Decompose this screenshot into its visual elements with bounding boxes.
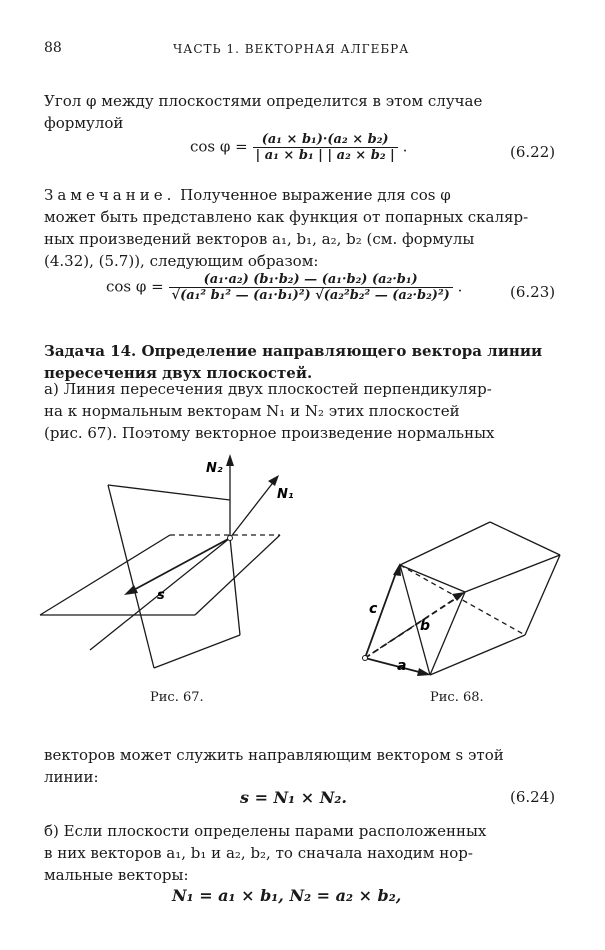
label-n2: N₂ [206,461,223,476]
text-line: на к нормальным векторам N₁ и N₂ этих плоскостей [44,402,460,420]
eq-lhs: cos φ = [106,277,164,296]
arrowhead [268,475,279,486]
equation-number: (6.24) [510,788,556,806]
fraction-numerator: (a₁ × b₁)·(a₂ × b₂) [253,132,398,148]
text-line: б) Если плоскости определены парами расположенных [44,822,487,840]
equation-6-23 [106,272,462,303]
page-number: 88 [44,40,62,56]
label-n1: N₁ [277,487,294,502]
label-b: b [420,618,431,634]
plane-edge [195,535,280,615]
intro-paragraph [44,90,560,134]
eq-lhs: cos φ = [190,137,248,156]
running-header: ЧАСТЬ 1. ВЕКТОРНАЯ АЛГЕБРА [173,42,410,56]
intersection-point [228,536,233,541]
label-a: a [397,658,407,674]
arrowhead [226,454,234,466]
fraction-numerator: (a₁·a₂) (b₁·b₂) — (a₁·b₂) (a₂·b₁) [169,272,453,288]
fraction [169,272,453,303]
fraction-denominator: √(a₁² b₁² — (a₁·b₁)²) √(a₂²b₂² — (a₂·b₂)²) [171,288,450,303]
eq-tail: . [457,277,463,296]
fraction-denominator: | a₁ × b₁ | | a₂ × b₂ | [255,148,395,163]
equation-6-22 [190,132,407,163]
label-s: s [157,588,165,603]
text-line: ных произведений векторов a₁, b₁, a₂, b₂ (см. формулы [44,230,475,248]
vector-n1 [230,480,275,538]
text-line [44,184,560,206]
figure-68-caption: Рис. 68. [430,690,484,705]
text-line: Угол φ между плоскостями определится в этом случае [44,92,483,110]
text-line: Задача 14. Определение направляющего вектора линии [44,342,543,360]
remark-text: Полученное выражение для cos φ [180,186,451,204]
text-line: (рис. 67). Поэтому векторное произведение нормальных [44,424,495,442]
paragraph-b [44,820,560,886]
equation-number: (6.23) [510,283,556,301]
text-line: (4.32), (5.7)), следующим образом: [44,252,319,270]
fraction [253,132,398,163]
vector-s [130,538,230,592]
paragraph-a [44,378,560,444]
prism-edge [400,565,465,592]
plane-edge [230,538,240,635]
text-line: может быть представлено как функция от попарных скаляр- [44,208,529,226]
origin-point [363,656,368,661]
prism-edge [400,522,490,565]
plane-edge [108,485,154,668]
arrowhead [393,563,401,576]
figure-67-caption: Рис. 67. [150,690,204,705]
equation-number: (6.22) [510,143,556,161]
plane-edge [108,485,230,500]
plane-edge [40,535,170,615]
text-line: формулой [44,114,124,132]
figure-67 [30,450,320,680]
paragraph-continuation [44,744,560,788]
text-line: а) Линия пересечения двух плоскостей перпендикуляр- [44,380,492,398]
remark-paragraph [44,184,560,272]
prism-edge [490,522,560,555]
text-line: в них векторов a₁, b₁ и a₂, b₂, то сначала находим нор- [44,844,473,862]
equation-6-24: s = N₁ × N₂. [240,788,347,807]
figure-68 [355,510,575,685]
text-line: пересечения двух плоскостей. [44,364,313,382]
equation-normals: N₁ = a₁ × b₁, N₂ = a₂ × b₂, [172,886,402,905]
remark-word: Замечание. [44,186,176,204]
plane-edge [154,635,240,668]
text-line: линии: [44,768,99,786]
vector-a [365,658,423,673]
label-c: c [369,601,378,617]
text-line: мальные векторы: [44,866,189,884]
eq-tail: . [402,137,408,156]
text-line: векторов может служить направляющим вектором s этой [44,746,504,764]
